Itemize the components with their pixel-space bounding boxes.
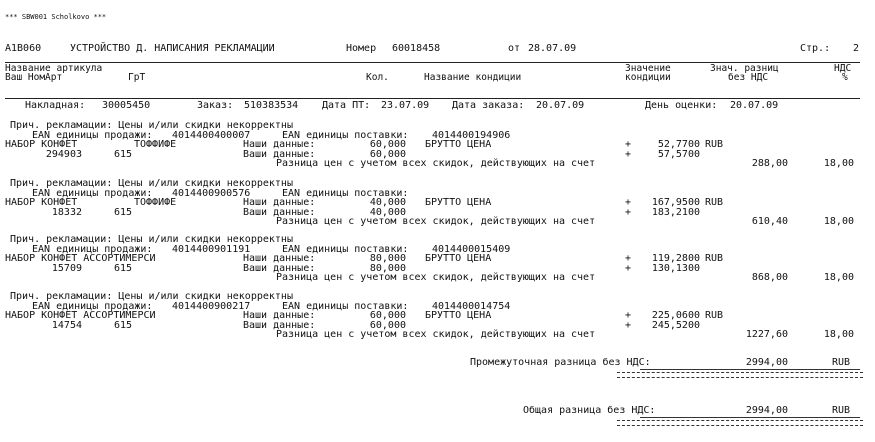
grt-value: 615 — [114, 262, 133, 274]
condition-name: БРУТТО ЦЕНА — [425, 253, 492, 265]
total-underline — [640, 417, 860, 418]
plus-sign: + — [625, 262, 632, 274]
ean-supply-value: 4014400014754 — [432, 300, 511, 312]
condition-value-our: 225,0600 — [651, 310, 700, 322]
qty-our: 40,000 — [369, 197, 406, 209]
ean-sale-value: 4014400900576 — [172, 187, 251, 199]
price-diff-text: Разница цен с учетом всех скидок, действующих на счет — [276, 272, 596, 284]
total-currency: RUB — [832, 405, 851, 416]
col-condition-name: Название кондиции — [424, 72, 522, 83]
col-vat-2: % — [842, 72, 848, 83]
doc-title: УСТРОЙСТВО Д. НАПИСАНИЯ РЕКЛАМАЦИИ — [70, 43, 275, 54]
col-grt: ГрТ — [128, 72, 146, 83]
total-value: 2994,00 — [745, 405, 788, 416]
product-name: НАБОР КОНФЕТ АССОРТИМЕРСИ — [5, 310, 156, 322]
plus-sign: + — [625, 206, 632, 218]
product-name: НАБОР КОНФЕТ — [5, 139, 78, 151]
col-diff-value-1: Знач. разниц — [710, 63, 779, 74]
doc-date: 28.07.09 — [528, 43, 577, 54]
col-qty: Кол. — [366, 72, 389, 83]
condition-value-your: 57,5700 — [657, 148, 700, 160]
page-label: Стр.: — [800, 43, 831, 54]
col-vat-1: НДС — [834, 63, 852, 74]
grt-value: 615 — [114, 206, 133, 218]
qty-your: 40,000 — [369, 206, 406, 218]
qty-your: 80,000 — [369, 262, 406, 274]
plus-sign: + — [625, 139, 632, 151]
ean-sale-value: 4014400901191 — [172, 243, 251, 255]
doc-number: 60018458 — [392, 43, 441, 54]
our-data-label: Наши данные: — [243, 197, 316, 209]
eval-date-label: День оценки: — [645, 100, 718, 111]
ean-sale-label: EAN единицы продажи: — [32, 129, 153, 141]
plus-sign: + — [625, 253, 632, 265]
qty-your: 60,000 — [369, 148, 406, 160]
condition-value-our: 119,2800 — [651, 253, 700, 265]
ean-sale-label: EAN единицы продажи: — [32, 300, 153, 312]
qty-your: 60,000 — [369, 319, 406, 331]
col-condition-value-1: Значение — [625, 63, 671, 74]
condition-value-our: 167,9500 — [651, 197, 700, 209]
condition-value-our: 52,7700 — [657, 139, 700, 151]
ean-supply-label: EAN единицы поставки: — [282, 300, 409, 312]
plus-sign: + — [625, 310, 632, 322]
col-diff-value-2: без НДС — [728, 72, 769, 83]
diff-value: 868,00 — [751, 272, 788, 284]
subtotal-label: Промежуточная разница без НДС: — [470, 357, 651, 368]
plus-sign: + — [625, 319, 632, 331]
plus-sign: + — [625, 197, 632, 209]
col-article-name: Название артикула — [5, 63, 103, 74]
subtotal-value: 2994,00 — [745, 357, 788, 368]
order-label: Заказ: — [197, 100, 234, 111]
order-date-label: Дата заказа: — [452, 100, 525, 111]
pt-date: 23.07.09 — [381, 100, 430, 111]
reclamation-reason: Прич. рекламации: Цены и/или скидки некорректны — [10, 178, 293, 189]
product-name: НАБОР КОНФЕТ — [5, 197, 78, 209]
ean-supply-value: 4014400015409 — [432, 243, 511, 255]
vat-value: 18,00 — [823, 272, 854, 284]
reclamation-reason: Прич. рекламации: Цены и/или скидки некорректны — [10, 291, 293, 302]
price-diff-text: Разница цен с учетом всех скидок, действующих на счет — [276, 216, 596, 228]
system-line: *** SBW001 Scholkovo *** — [5, 13, 107, 21]
col-your-article: Ваш НомАрт — [5, 72, 63, 83]
subtotal-underline — [640, 369, 860, 370]
ean-supply-label: EAN единицы поставки: — [282, 187, 409, 199]
your-data-label: Ваши данные: — [243, 319, 316, 331]
plus-sign: + — [625, 148, 632, 160]
diff-value: 288,00 — [751, 158, 788, 170]
our-data-label: Наши данные: — [243, 310, 316, 322]
condition-value-your: 130,1300 — [651, 262, 700, 274]
ean-sale-value: 4014400400007 — [172, 129, 251, 141]
your-data-label: Ваши данные: — [243, 148, 316, 160]
subtotal-double-rule — [617, 372, 863, 378]
vat-value: 18,00 — [823, 216, 854, 228]
ean-supply-value: 4014400194906 — [432, 129, 511, 141]
grt-value: 615 — [114, 148, 133, 160]
total-double-rule — [617, 420, 863, 426]
condition-value-your: 183,2100 — [651, 206, 700, 218]
reclamation-reason: Прич. рекламации: Цены и/или скидки некорректны — [10, 120, 293, 131]
article-number: 294903 — [45, 148, 82, 160]
invoice-number: 30005450 — [102, 100, 151, 111]
pt-date-label: Дата ПТ: — [322, 100, 371, 111]
product-subname: ТОФФИФЕ — [134, 197, 177, 209]
currency-label: RUB — [705, 253, 724, 265]
condition-name: БРУТТО ЦЕНА — [425, 139, 492, 151]
col-condition-value-2: кондиции — [625, 72, 671, 83]
grt-value: 615 — [114, 319, 133, 331]
reclamation-reason: Прич. рекламации: Цены и/или скидки некорректны — [10, 234, 293, 245]
vat-value: 18,00 — [823, 329, 854, 341]
qty-our: 60,000 — [369, 310, 406, 322]
currency-label: RUB — [705, 139, 724, 151]
doc-number-label: Номер — [346, 43, 377, 54]
ean-sale-label: EAN единицы продажи: — [32, 243, 153, 255]
page-number: 2 — [853, 43, 860, 54]
diff-value: 610,40 — [751, 216, 788, 228]
invoice-label: Накладная: — [25, 100, 86, 111]
article-number: 18332 — [51, 206, 82, 218]
eval-date: 20.07.09 — [730, 100, 779, 111]
qty-our: 60,000 — [369, 139, 406, 151]
product-name: НАБОР КОНФЕТ АССОРТИМЕРСИ — [5, 253, 156, 265]
vat-value: 18,00 — [823, 158, 854, 170]
your-data-label: Ваши данные: — [243, 262, 316, 274]
condition-name: БРУТТО ЦЕНА — [425, 197, 492, 209]
product-subname: ТОФФИФЕ — [134, 139, 177, 151]
header-rule-bottom — [5, 98, 860, 99]
doc-date-label: от — [508, 43, 521, 54]
condition-value-your: 245,5200 — [651, 319, 700, 331]
price-diff-text: Разница цен с учетом всех скидок, действующих на счет — [276, 158, 596, 170]
order-date: 20.07.09 — [536, 100, 585, 111]
our-data-label: Наши данные: — [243, 139, 316, 151]
doc-code: A1B060 — [5, 43, 42, 54]
order-number: 510383534 — [244, 100, 299, 111]
article-number: 14754 — [51, 319, 82, 331]
ean-sale-value: 4014400900217 — [172, 300, 251, 312]
article-number: 15709 — [51, 262, 82, 274]
your-data-label: Ваши данные: — [243, 206, 316, 218]
our-data-label: Наши данные: — [243, 253, 316, 265]
price-diff-text: Разница цен с учетом всех скидок, действующих на счет — [276, 329, 596, 341]
subtotal-currency: RUB — [832, 357, 851, 368]
condition-name: БРУТТО ЦЕНА — [425, 310, 492, 322]
currency-label: RUB — [705, 310, 724, 322]
ean-sale-label: EAN единицы продажи: — [32, 187, 153, 199]
ean-supply-label: EAN единицы поставки: — [282, 243, 409, 255]
diff-value: 1227,60 — [745, 329, 788, 341]
currency-label: RUB — [705, 197, 724, 209]
ean-supply-label: EAN единицы поставки: — [282, 129, 409, 141]
qty-our: 80,000 — [369, 253, 406, 265]
total-label: Общая разница без НДС: — [523, 405, 656, 416]
